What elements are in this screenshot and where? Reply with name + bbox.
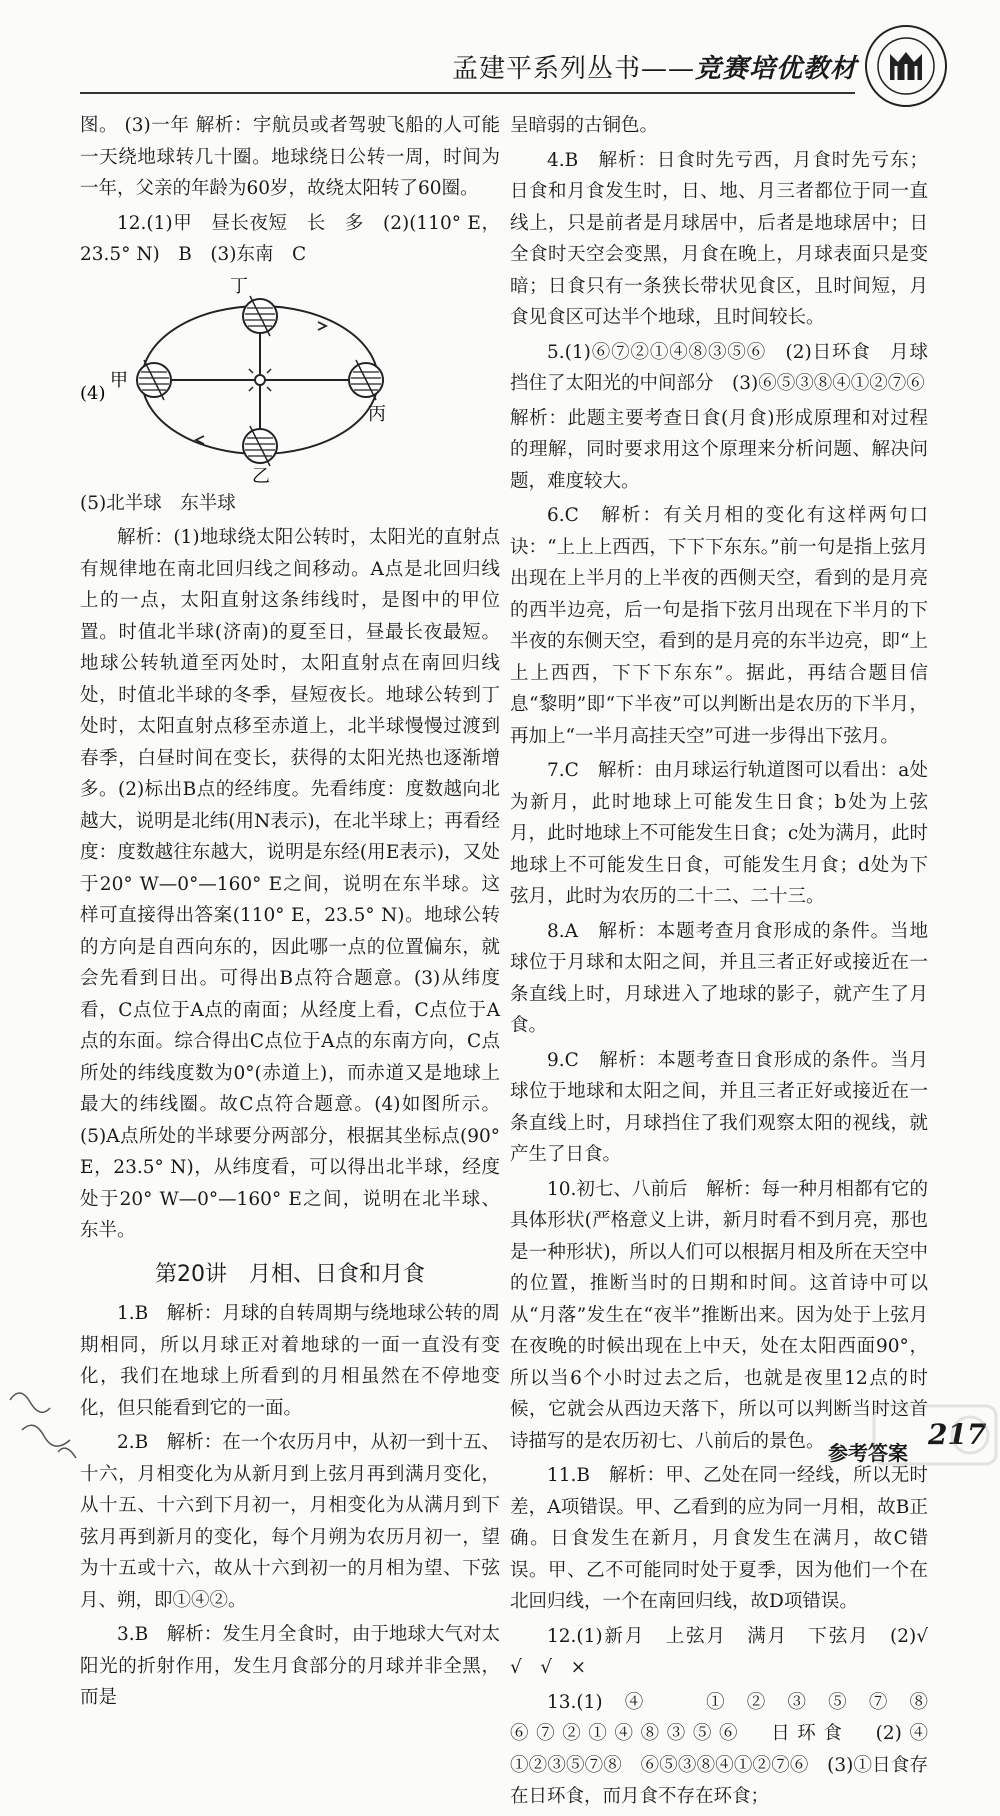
watermark-logo: [870, 1400, 1000, 1470]
explanation-5: 解析：此题主要考查日食(月食)形成原理和对过程的理解，同时要求用这个原理来分析问题、解决问题，难度较大。: [510, 407, 928, 492]
answer-6: 6.C 解析：有关月相的变化有这样两句口诀：“上上上西西，下下下东东。”前一句是指上弦月出现在上半月的上半夜的西侧天空，看到的是月亮的西半边亮，后一句是指下弦月出现在下半月的下半夜的东侧天空，看到的是月亮的东半边亮，即“上上上西西，下下下东东”。据此，再结合题目信息“黎明”即“下半夜”可以判断出是农历的下半月，再加上“一半月高挂天空”可进一步得出下弦月。: [510, 505, 928, 747]
earth-position-ding: [230, 276, 277, 336]
label-yi: 乙: [252, 465, 270, 484]
answer-3-cont: 呈暗弱的古铜色。: [510, 115, 659, 136]
page-number: 217: [928, 1418, 987, 1451]
explanation-12: 解析：(1)地球绕太阳公转时，太阳光的直射点有规律地在南北回归线之间移动。A点是北回归线上的一点，太阳直射这条纬线时，是图中的甲位置。时值北半球(济南)的夏至日，昼最长夜最短。地球公转轨道至丙处时，太阳直射点在南回归线处，时值北半球的冬季，昼短夜长。地球公转到丁处时，太阳直射点移至赤道上，北半球慢慢过渡到春季，白昼时间在变长，获得的太阳光热也逐渐增多。(2)标出B点的经纬度。先看纬度：度数越向北越大，说明是北纬(用N表示)，在北半球上；再看经度：度数越往东越大，说明是东经(用E表示)，又处于20° W—0°—160° E之间，说明在东半球。这样可直接得出答案(110° E，23.5° N)。地球公转的方向是自西向东的，因此哪一点的位置偏东，就会先看到日出。可得出B点符合题意。(3)从纬度看，C点位于A点的南面；从经度上看，C点位于A点的东面。综合得出C点位于A点的东南方向，C点所处的纬线度数为0°(赤道上)，而赤道又是地球上最大的纬线圈。故C点符合题意。(4)如图所示。(5)A点所处的半球要分两部分，根据其坐标点(90° E，23.5° N)，从纬度看，可以得出北半球，经度处于20° W—0°—160° E之间，说明在北半球、东半。: [80, 527, 500, 1241]
label-bing: 丙: [368, 403, 386, 425]
label-jia: 甲: [110, 369, 128, 391]
figure-label: (4): [80, 382, 106, 404]
earth-position-yi: [243, 426, 277, 484]
book-title: 竞赛培优教材: [695, 54, 858, 84]
answer-12: 12.(1)甲 昼长夜短 长 多 (2)(110° E，23.5° N) B (3)东南 C: [80, 212, 500, 265]
series-name: 孟建平系列丛书——: [452, 54, 696, 84]
answer-8: 8.A 解析：本题考查月食形成的条件。当地球位于月球和太阳之间，并且三者正好或接近在一条直线上时，月球进入了地球的影子，就产生了月食。: [510, 920, 928, 1036]
orbit-arrow-icon: [318, 322, 326, 330]
answer-5: 5.(1)⑥⑦②①④⑧③⑤⑥ (2)日环食 月球挡住了太阳光的中间部分 (3)⑥⑤③⑧④①②⑦⑥: [510, 341, 928, 394]
earth-orbit-diagram: [80, 274, 500, 484]
answer-9: 9.C 解析：本题考查日食形成的条件。当月球位于地球和太阳之间，并且三者正好或接近在一条直线上时，月球挡住了我们观察太阳的视线，就产生了日食。: [510, 1049, 928, 1165]
answer-10: 10.初七、八前后 解析：每一种月相都有它的具体形状(严格意义上讲，新月时看不到月亮，那也是一种形状)，所以人们可以根据月相及所在天空中的位置，推断当时的日期和时间。这首诗中可以从“月落”发生在“夜半”推断出来。因为处于上弦月在夜晚的时候出现在上中天，处在太阳西面90°，所以当6个小时过去之后，也就是夜里12点的时候，它就会从西边天落下，所以可以判断当时这首诗描写的是农历初七、八前后的景色。: [510, 1178, 928, 1452]
section-title: 第20讲 月相、日食和月食: [155, 1261, 425, 1287]
earth-position-bing: [349, 360, 386, 425]
answer-3: 3.B 解析：发生月全食时，由于地球大气对太阳光的折射作用，发生月食部分的月球并非全黑，而是: [80, 1624, 500, 1708]
publisher-logo: [862, 22, 950, 110]
label-ding: 丁: [230, 275, 248, 297]
sun-icon: [244, 364, 276, 396]
handwriting-scribble: [0, 1380, 120, 1470]
answer-2: 2.B 解析：在一个农历月中，从初一到十五、十六，月相变化为从新月到上弦月再到满月变化，从十五、十六到下月初一，月相变化为从满月到下弦月再到新月的变化，每个月朔为农历月初一，望为十五或十六，故从十六到初一的月相为望、下弦月、朔，即①④②。: [80, 1432, 500, 1611]
answer-12-moon: 12.(1)新月 上弦月 满月 下弦月 (2)√ √ √ ×: [510, 1625, 947, 1678]
answer-4: 4.B 解析：日食时先亏西，月食时先亏东；日食和月食发生时，日、地、月三者都位于同一直线上，只是前者是月球居中，后者是地球居中；日全食时天空会变黑，月食在晚上，月球表面只是变暗；日食只有一条狭长带状见食区，且时间短，月食见食区可达半个地球，且时间较长。: [510, 149, 928, 328]
answer-12-5: (5)北半球 东半球: [80, 492, 236, 514]
header-rule: [80, 92, 855, 94]
page-header: [0, 0, 1000, 110]
answer-paragraph: 图。 (3)一年 解析：宇航员或者驾驶飞船的人可能一天绕地球转几十圈。地球绕日公转一周，时间为一年，父亲的年龄为60岁，故绕太阳转了60圈。: [80, 115, 500, 199]
earth-position-jia: [110, 360, 171, 400]
left-column: [80, 110, 500, 1717]
right-column: [510, 110, 947, 1816]
answer-7: 7.C 解析：由月球运行轨道图可以看出：a处为新月，此时地球上可能发生日食；b处为上弦月，此时地球上不可能发生日食；c处为满月，此时地球上不可能发生日食，可能发生月食；d处为下弦月，此时为农历的二十二、二十三。: [510, 760, 928, 907]
answer-13: 13.(1)④ ①②③⑤⑦⑧ ⑥⑦②①④⑧③⑤⑥ 日环食 (2)④ ①②③⑤⑦⑧ ⑥⑤③⑧④①②⑦⑥ (3)①日食存在日环食，而月食不存在环食；: [510, 1691, 947, 1807]
answer-11: 11.B 解析：甲、乙处在同一经线，所以无时差，A项错误。甲、乙看到的应为同一月相，故B正确。日食发生在新月，月食发生在满月，故C错误。甲、乙不可能同时处于夏季，因为他们一个在北回归线，一个在南回归线，故D项错误。: [510, 1465, 928, 1612]
series-title: [452, 48, 857, 85]
answer-1: 1.B 解析：月球的自转周期与绕地球公转的周期相同，所以月球正对着地球的一面一直没有变化，我们在地球上所看到的月相虽然在不停地变化，但只能看到它的一面。: [80, 1303, 500, 1419]
footer-label: 参考答案: [828, 1441, 908, 1465]
